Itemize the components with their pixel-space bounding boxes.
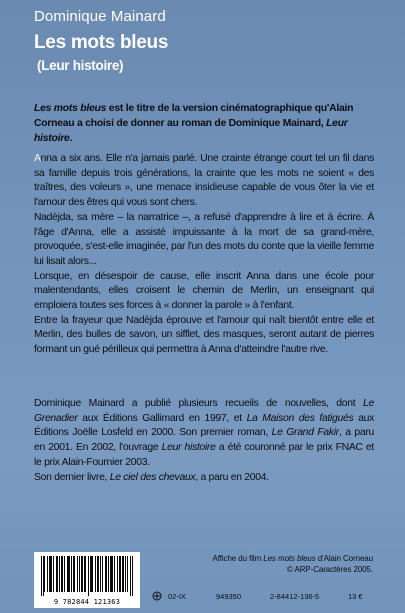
bio-book-4: Leur histoire (161, 442, 216, 454)
synopsis-paragraph-2: Nadèjda, sa mère – la narratrice –, a refusé d'apprendre à lire et à écrire. À l'âge d'Anna, elle a assisté impuissante à la mort de sa grand-mère, provoquée, s'est-elle imaginée, par l'un des mots du conte que la vieille femme lui lisait alors... (34, 211, 374, 267)
barcode-bar (62, 556, 63, 592)
bio-text-1: Dominique Mainard a publié plusieurs recueils de nouvelles, dont (34, 398, 364, 409)
credit-line-1 (113, 553, 373, 564)
barcode-bar (114, 556, 115, 592)
barcode-bar (49, 556, 50, 592)
barcode-bar (100, 556, 101, 592)
barcode-bar (71, 556, 72, 592)
barcode-bar (50, 556, 51, 592)
bio-book-2: La Maison des fatigués (246, 412, 354, 424)
bio-book-1: Le Grenadier (34, 398, 374, 424)
barcode-bar (85, 556, 86, 592)
barcode-bar (82, 556, 83, 592)
barcode-bar (112, 556, 113, 592)
drop-cap: A (34, 153, 41, 164)
intro-paragraph (34, 101, 374, 146)
bio-text-3: aux Éditions Joëlle Losfeld en 2000. Son premier roman, (34, 412, 374, 439)
credit-film-title: Les mots bleus (263, 554, 316, 563)
bio-text-4: , a paru en 2001. En 2002, l'ouvrage (34, 427, 374, 454)
intro-text-2: . (69, 133, 73, 144)
barcode-bar (91, 556, 92, 592)
intro-novel-title: Leur histoire (34, 118, 348, 144)
footer-isbn: 2-84412-136-5 (270, 592, 320, 601)
poster-credit (113, 553, 373, 575)
barcode-bar (95, 556, 96, 592)
barcode-bar (108, 556, 109, 592)
barcode-bar (119, 556, 120, 592)
barcode-bar (56, 556, 57, 592)
barcode-bar (130, 556, 131, 596)
barcode-bar (69, 556, 70, 592)
barcode-bar (59, 556, 60, 592)
synopsis-text-1: nna a six ans. Elle n'a jamais parlé. Une crainte étrange court tel un fil dans sa famille depuis trois générations, la crainte que les mots ne soient « des traîtres, des voleurs », une menace insidieuse capable de vous ôter la vie et l'amour des êtres qui vous sont chers. (34, 153, 374, 209)
ean-number: 9 782844 121363 (53, 598, 121, 606)
barcode-bar (110, 556, 111, 592)
barcode-bar (51, 556, 52, 592)
barcode-bar (81, 556, 82, 592)
barcode-bar (120, 556, 121, 592)
book-subtitle: (Leur histoire) (37, 58, 124, 73)
barcode-bar (123, 556, 124, 592)
barcode-bar (111, 556, 112, 592)
book-title: Les mots bleus (34, 32, 169, 53)
credit-text-b: d'Alain Corneau (315, 554, 373, 563)
barcode-bar (77, 556, 78, 592)
footer-number: 949350 (216, 592, 242, 601)
footer-code: 02-IX (168, 592, 186, 601)
barcode-bar (64, 556, 65, 592)
barcode-bar (67, 556, 68, 592)
synopsis (34, 152, 374, 358)
bio-text-7: , a paru en 2004. (195, 471, 269, 483)
barcode-bar (41, 556, 42, 596)
barcode-bar (57, 556, 58, 592)
barcode-bar (98, 556, 99, 592)
barcode-bar (84, 556, 85, 592)
barcode-bars-icon (41, 556, 133, 596)
barcode-bar (92, 556, 93, 592)
synopsis-paragraph-1 (34, 152, 374, 211)
barcode-bar (73, 556, 74, 592)
barcode-bar (43, 556, 44, 596)
credit-text-a: Affiche du film (212, 554, 264, 563)
barcode-bar (61, 556, 62, 592)
bio-book-3: Le Grand Fakir (271, 427, 339, 439)
barcode-bar (68, 556, 69, 592)
barcode-bar (117, 556, 118, 592)
barcode-bar (127, 556, 128, 592)
bio-paragraph-1 (34, 397, 374, 471)
credit-line-2: © ARP-Caractères 2005. (287, 565, 373, 574)
author-name: Dominique Mainard (34, 8, 166, 25)
barcode-bar (97, 556, 98, 592)
bio-book-5: Le ciel des chevaux (109, 471, 196, 483)
barcode (34, 552, 140, 608)
barcode-bar (105, 556, 106, 592)
barcode-bar (132, 556, 133, 596)
barcode-bar (47, 556, 48, 592)
publisher-logo-icon (152, 591, 162, 601)
barcode-bar (88, 556, 89, 596)
bio-text-5: a été couronné par le prix FNAC et le prix Alain-Fournier 2003. (34, 442, 374, 468)
author-bio (34, 397, 374, 485)
barcode-bar (125, 556, 126, 592)
footer-price: 13 € (348, 592, 363, 601)
intro-film-title: Les mots bleus (34, 103, 107, 114)
footer-info (152, 592, 372, 604)
barcode-bar (90, 556, 91, 592)
intro-text-1: est le titre de la version cinématographique qu'Alain Corneau a choisi de donner au roman de Dominique Mainard, (34, 103, 354, 129)
barcode-bar (122, 556, 123, 592)
bio-text-2: aux Éditions Gallimard en 1997, et (77, 412, 247, 424)
synopsis-paragraph-4: Entre la frayeur que Nadèjda éprouve et l'amour qui naît bientôt entre elle et Merlin, des bulles de savon, un sifflet, des masques, seront autant de pierres formant un gué périlleux qui permettra à Anna d'atteindre l'autre rive. (34, 314, 374, 356)
synopsis-paragraph-3: Lorsque, en désespoir de cause, elle inscrit Anna dans une école pour malentendants, elles croisent le chemin de Merlin, un enseignant qui emploiera toutes ses forces à « donner la parole » à l'enfant. (34, 270, 374, 312)
barcode-bar (44, 556, 45, 592)
bio-paragraph-2 (34, 471, 374, 486)
barcode-bar (74, 556, 75, 592)
barcode-bar (79, 556, 80, 592)
barcode-bar (102, 556, 103, 592)
barcode-bar (53, 556, 54, 592)
bio-text-6: Son dernier livre, (34, 471, 110, 483)
barcode-bar (106, 556, 107, 592)
